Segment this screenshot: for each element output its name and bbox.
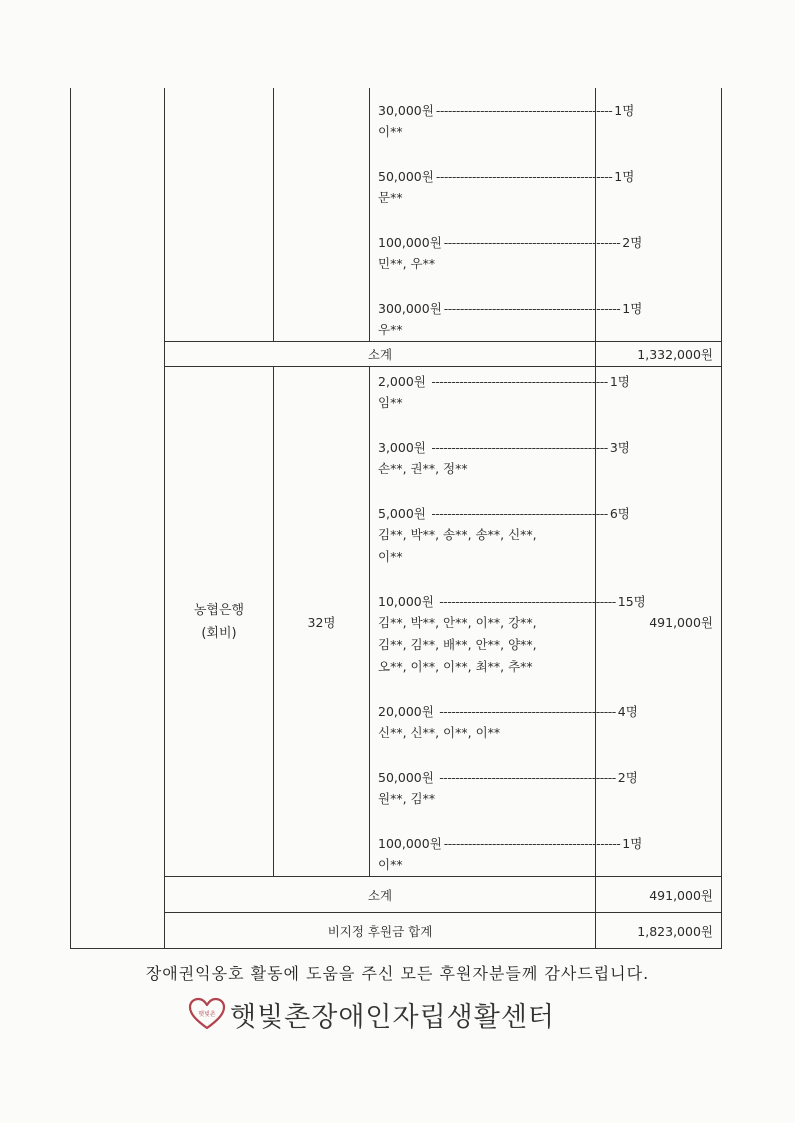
list-item: 50,000원 -------------------------------------------- 2명 원**, 김** — [378, 770, 638, 806]
list-item: 2,000원 -------------------------------------------- 1명 임** — [378, 374, 630, 410]
bank-name: 농협은행 — [193, 602, 245, 618]
bank-type: (회비) — [201, 625, 237, 641]
list-item: 50,000원 -------------------------------------------- 1명 문** — [378, 169, 635, 205]
subtotal-row — [71, 877, 722, 913]
detail-cell — [370, 88, 643, 342]
subtotal-label: 소계 — [165, 877, 596, 913]
grand-total-row — [71, 913, 722, 949]
bank-cell — [165, 88, 274, 342]
donation-table — [70, 88, 722, 949]
subtotal-value: 1,332,000원 — [596, 342, 722, 367]
subtotal-value: 491,000원 — [596, 877, 722, 913]
list-item: 20,000원 -------------------------------------------- 4명 신**, 신**, 이**, 이** — [378, 704, 638, 740]
donor-count: 32명 — [274, 367, 370, 877]
table-row — [71, 367, 722, 877]
count-cell — [274, 88, 370, 342]
org-name: 햇빛촌장애인자립생활센터 — [230, 1001, 555, 1033]
list-item: 100,000원 -------------------------------------------- 2명 민**, 우** — [378, 235, 643, 271]
grand-total-value: 1,823,000원 — [596, 913, 722, 949]
subtotal-row — [71, 342, 722, 367]
table-row — [71, 88, 722, 342]
list-item: 300,000원 -------------------------------------------- 1명 우** — [378, 301, 643, 337]
list-item: 10,000원 -------------------------------------------- 15명 김**, 박**, 안**, 이**, 강**, 김**, 김**, 배**, 안**, 양**, 오**, 이**, 이**, 최**, 추** — [378, 594, 646, 674]
org-logo — [188, 994, 555, 1034]
list-item: 100,000원 -------------------------------------------- 1명 이** — [378, 836, 643, 872]
detail-cell — [370, 367, 646, 877]
subtotal-label: 소계 — [165, 342, 596, 367]
thanks-message: 장애권익옹호 활동에 도움을 주신 모든 후원자분들께 감사드립니다. — [145, 964, 650, 983]
category-cell — [71, 88, 165, 949]
logo-mini-text: 햇빛촌 — [198, 1011, 216, 1018]
grand-total-label: 비지정 후원금 합계 — [165, 913, 596, 949]
section-total: 491,000원 — [596, 367, 722, 877]
heart-icon — [188, 997, 226, 1031]
list-item: 3,000원 -------------------------------------------- 3명 손**, 권**, 정** — [378, 440, 630, 476]
list-item: 30,000원 -------------------------------------------- 1명 이** — [378, 103, 635, 139]
list-item: 5,000원 -------------------------------------------- 6명 김**, 박**, 송**, 송**, 신**, 이** — [378, 506, 630, 564]
bank-cell — [165, 367, 274, 877]
